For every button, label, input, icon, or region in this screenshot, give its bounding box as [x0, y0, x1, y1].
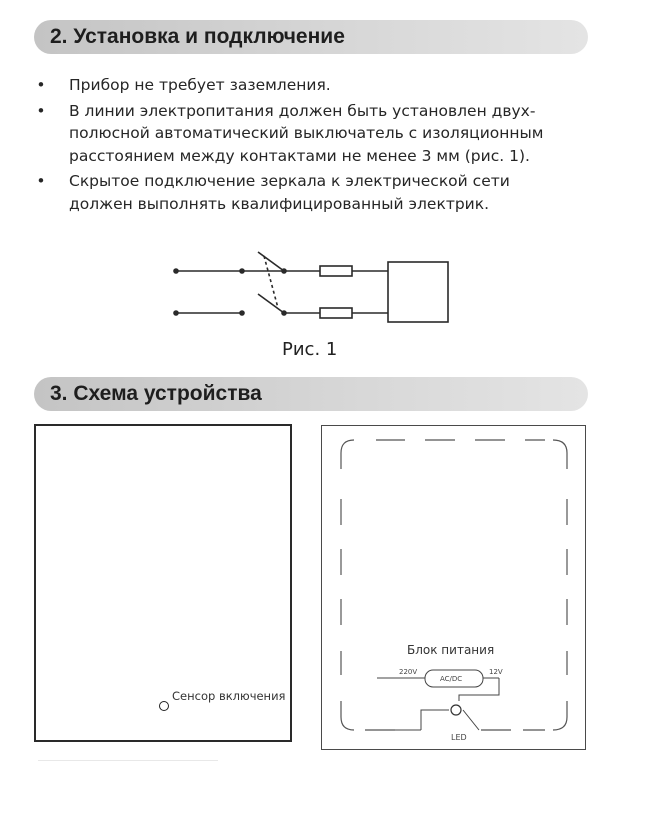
load-box: [388, 262, 448, 322]
fuse-top: [320, 266, 352, 276]
terminal-dot: [281, 268, 287, 274]
back-view-diagram: [321, 425, 586, 750]
output-voltage-label: 12V: [489, 668, 503, 676]
section-3-header: [34, 377, 588, 411]
led-corner-top-left: [341, 440, 354, 469]
wiring-diagram: [160, 250, 460, 330]
led-label: LED: [451, 733, 467, 742]
led-corner-top-right: [553, 440, 567, 469]
bullet-line: Скрытое подключение зеркала к электрической сети: [69, 172, 510, 190]
bullet-marker: •: [36, 172, 46, 190]
bullet-line: В линии электропитания должен быть установлен двух-: [69, 101, 536, 120]
touch-sensor-icon: [159, 701, 169, 711]
installation-bullet-list: [34, 74, 634, 215]
bullet-item-breaker: [34, 100, 634, 168]
bullet-item-grounding: [34, 74, 634, 97]
led-connector-icon: [451, 705, 461, 715]
terminal-dot: [239, 268, 245, 274]
terminal-dot: [281, 310, 287, 316]
fuse-bottom: [320, 308, 352, 318]
terminal-dot: [239, 310, 245, 316]
figure-caption: Рис. 1: [282, 339, 338, 360]
switch-blade-top: [258, 252, 284, 271]
power-supply-wiring: [377, 670, 499, 730]
led-corner-bottom-right: [553, 701, 567, 730]
power-supply-label: Блок питания: [407, 643, 495, 657]
bullet-marker: •: [36, 76, 46, 94]
terminal-dot: [173, 310, 179, 316]
input-voltage-label: 220V: [399, 668, 418, 676]
section-3-title: 3. Схема устройства: [50, 382, 262, 405]
section-2-title: 2. Установка и подключение: [50, 25, 345, 48]
page-divider: [38, 760, 218, 761]
bullet-line: расстоянием между контактами не менее 3 мм (рис. 1).: [69, 146, 530, 165]
bullet-line: должен выполнять квалифицированный электрик.: [69, 194, 490, 213]
section-2-header: [34, 20, 588, 54]
bullet-line: полюсной автоматический выключатель с изоляционным: [69, 124, 544, 142]
bullet-marker: •: [36, 101, 46, 120]
switch-blade-bottom: [258, 294, 284, 313]
sensor-label: Сенсор включения: [172, 689, 286, 703]
bullet-line: Прибор не требует заземления.: [69, 76, 331, 94]
bullet-item-electrician: [34, 170, 634, 215]
converter-label: AC/DC: [440, 675, 463, 683]
terminal-dot: [173, 268, 179, 274]
led-corner-bottom-left: [341, 701, 354, 730]
